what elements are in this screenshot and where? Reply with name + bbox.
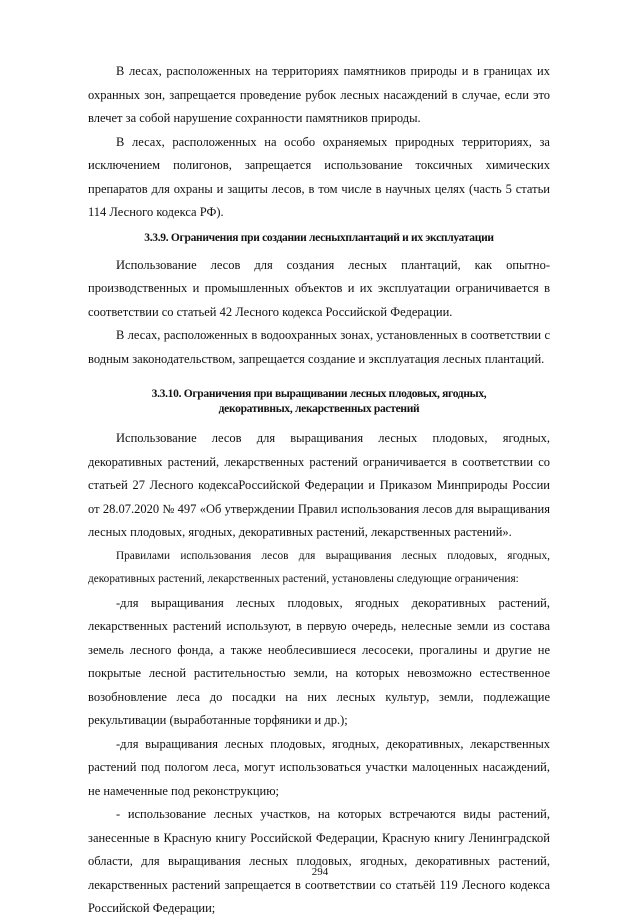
paragraph-cultivation-restrictions: Использование лесов для выращивания лесных плодовых, ягодных, декоративных растений, лекарственных растений ограничивается в соответствии со статьей 27 Лесного кодексаРоссийской Федерации и Приказом Минприроды России от 28.07.2020 № 497 «Об утверждении Правил использования лесов для выращивания лесных плодовых, ягодных, декоративных растений, лекарственных растений». [88, 431, 550, 539]
section-heading-3-3-9: 3.3.9. Ограничения при создании лесныхплантаций и их эксплуатации [144, 231, 494, 244]
page-content [88, 60, 550, 921]
page-number: 294 [311, 866, 329, 878]
paragraph-nature-monuments: В лесах, расположенных на территориях памятников природы и в границах их охранных зон, запрещается проведение рубок лесных насаждений в случае, если это влечет за собой нарушение сохранности памятников природы. [88, 64, 550, 125]
paragraph-water-protection-zones: В лесах, расположенных в водоохранных зонах, установленных в соответствии с водным законодательством, запрещается создание и эксплуатация лесных плантаций. [88, 328, 550, 366]
list-item-red-book: - использование лесных участков, на которых встречаются виды растений, занесенные в Красную книгу Российской Федерации, Красную книгу Ленинградской области, для выращивания лесных плодовых, ягодных, декоративных растений, лекарственных растений запрещается в соответствии со статьёй 119 Лесного кодекса Российской Федерации; [88, 807, 550, 915]
list-item-under-canopy: -для выращивания лесных плодовых, ягодных, декоративных, лекарственных растений под пологом леса, могут использоваться участки малоценных насаждений, не намеченные под реконструкцию; [88, 736, 550, 798]
section-heading-line-1: 3.3.10. Ограничения при выращивании лесных плодовых, ягодных, [151, 388, 487, 400]
paragraph-protected-territories: В лесах, расположенных на особо охраняемых природных территориях, за исключением полигонов, запрещается использование токсичных химических препаратов для охраны и защиты лесов, в том числе в научных целях (часть 5 статьи 114 Лесного кодекса РФ). [88, 134, 550, 219]
paragraph-forest-plantations: Использование лесов для создания лесных плантаций, как опытно-производственных и промышленных объектов и их эксплуатации ограничивается в соответствии со статьей 42 Лесного кодекса Российской Федерации. [88, 257, 550, 319]
list-item-nonforest-lands: -для выращивания лесных плодовых, ягодных декоративных растений, лекарственных растений используют, в первую очередь, нелесные земли из состава земель лесного фонда, а также необлесившиеся лесосеки, прогалины и другие не покрытые лесной растительностью земли, на которых невозможно естественное возобновление леса до посадки на них лесных культур, земли, подлежащие рекультивации (выработанные торфяники и др.); [88, 595, 550, 727]
section-heading-line-2: декоративных, лекарственных растений [218, 403, 420, 415]
paragraph-rules-intro: Правилами использования лесов для выращивания лесных плодовых, ягодных, декоративных растений, лекарственных растений, установлены следующие ограничения: [88, 549, 550, 585]
section-heading-3-3-10 [88, 387, 550, 417]
